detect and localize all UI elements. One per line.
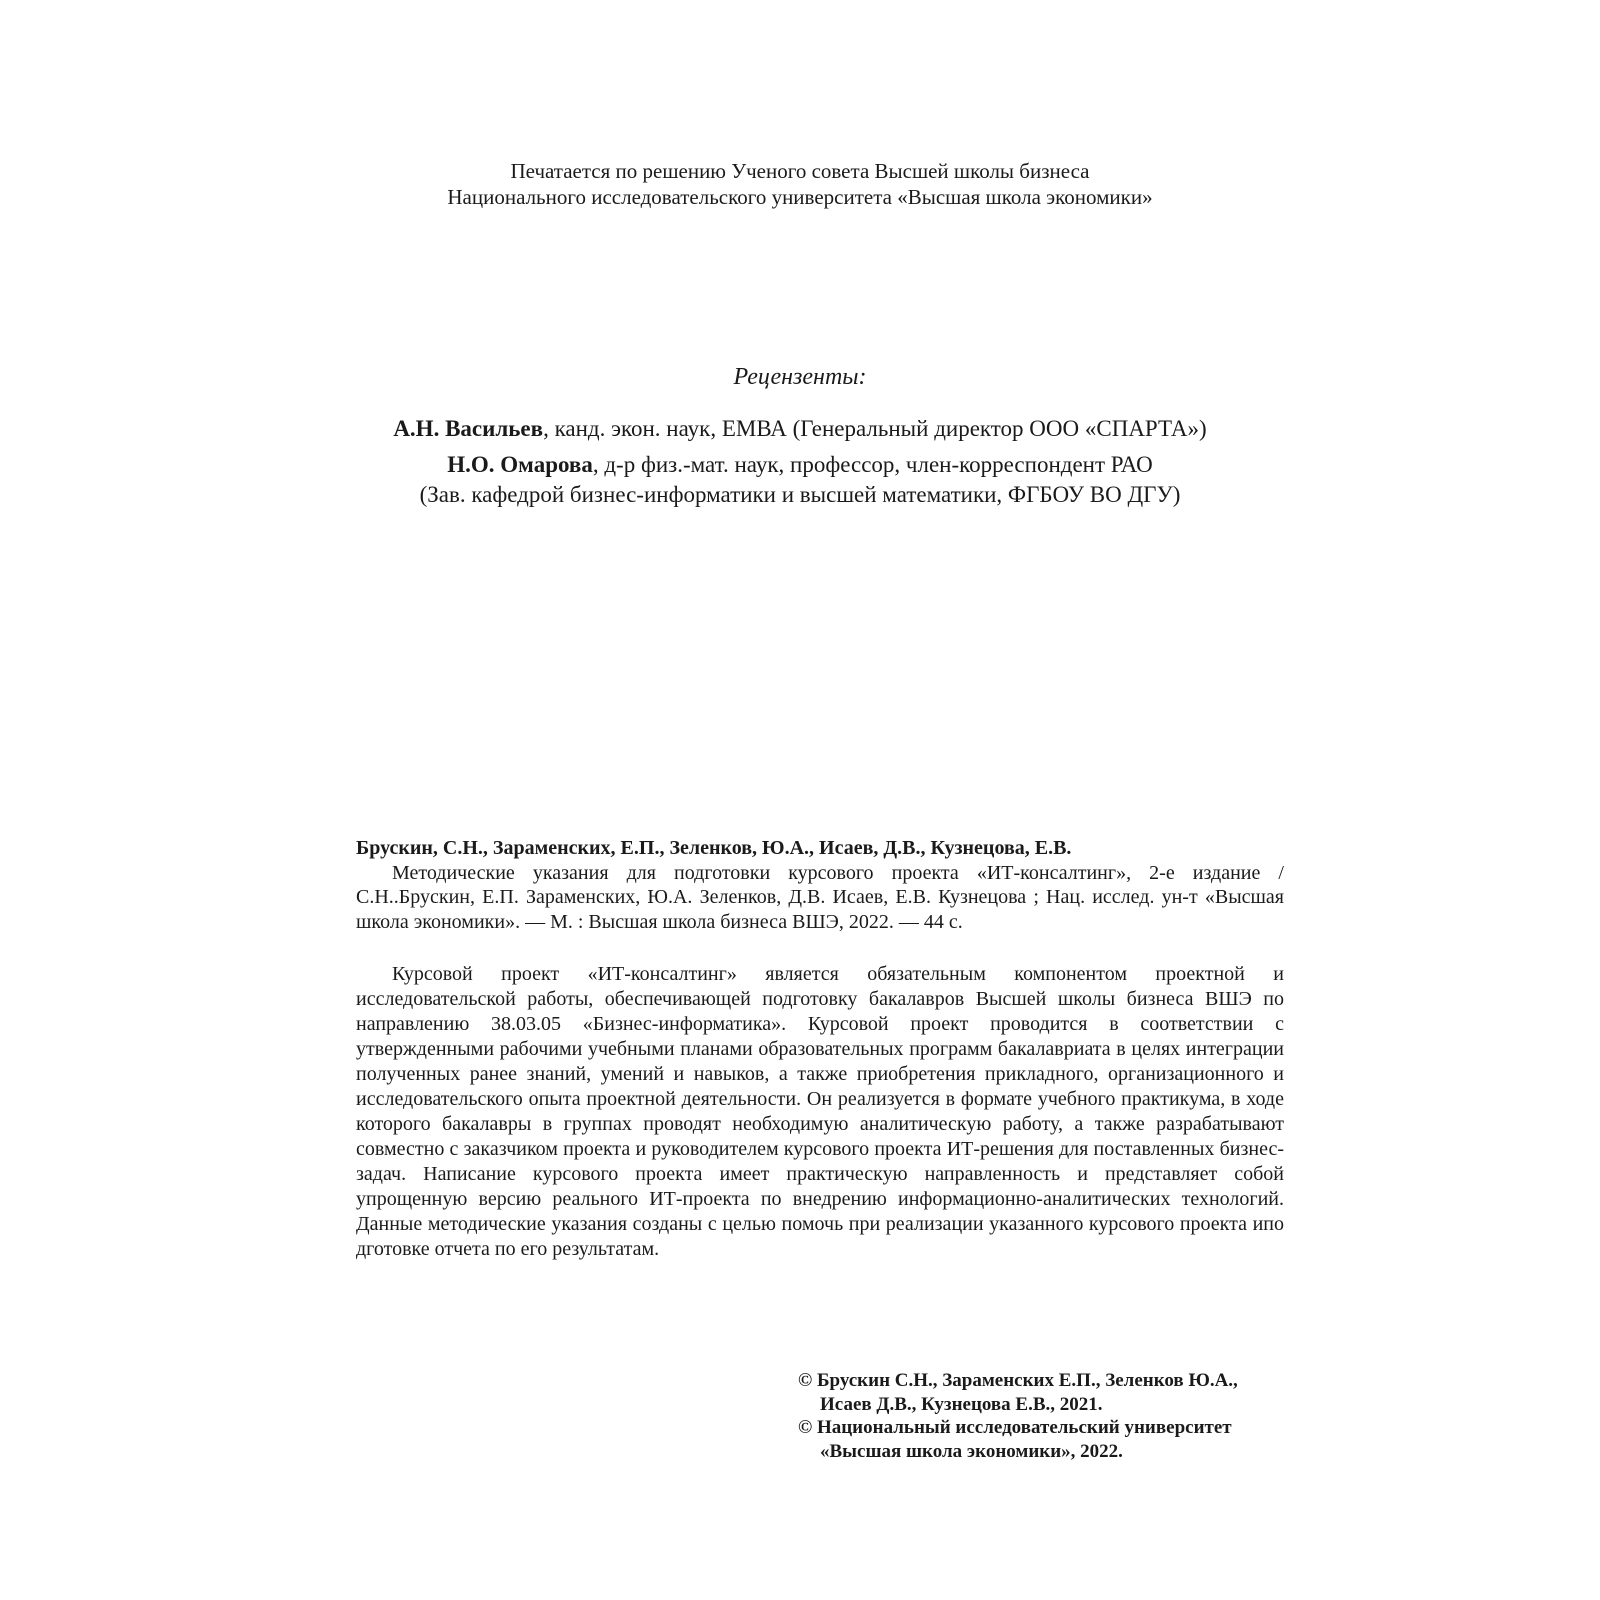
publication-note-line-2: Национального исследовательского университета «Высшая школа экономики»: [447, 185, 1153, 209]
reviewer-details: , канд. экон. наук, ЕМВА (Генеральный директор ООО «СПАРТА»): [543, 416, 1207, 441]
copyright-authors-line-2: Исаев Д.В., Кузнецова Е.В., 2021.: [820, 1393, 1103, 1415]
reviewer-vasiliev: [0, 414, 1600, 444]
abstract-paragraph: Курсовой проект «ИТ-консалтинг» является обязательным компонентом проектной и исследовательской работы, обеспечивающей подготовку бакалавров Высшей школы бизнеса ВШЭ по направлению 38.03.05 «Бизнес-информатика». Курсовой проект проводится в соответствии с утвержденными рабочими учебными планами образовательных программ бакалавриата в целях интеграции полученных ранее знаний, умений и навыков, а также приобретения прикладного, организационного и исследовательского опыта проектной деятельности. Он реализуется в формате учебного практикума, в ходе которого бакалавры в группах проводят необходимую аналитическую работу, а также разрабатывают совместно с заказчиком проекта и руководителем курсового проекта ИТ-решения для поставленных бизнес-задач. Написание курсового проекта имеет практическую направленность и представляет собой упрощенную версию реального ИТ-проекта по внедрению информационно-аналитических технологий. Данные методические указания созданы с целью помочь при реализации указанного курсового проекта ипо дготовке отчета по его результатам.: [356, 963, 1284, 1260]
reviewer-name: А.Н. Васильев: [393, 416, 544, 441]
reviewers-heading: Рецензенты:: [733, 364, 867, 390]
bibliographic-record: [356, 836, 1284, 934]
copyright-university-line-2: «Высшая школа экономики», 2022.: [820, 1440, 1123, 1462]
biblio-description: Методические указания для подготовки курсового проекта «ИТ-консалтинг», 2-е издание / С.Н..Брускин, Е.П. Зараменских, Ю.А. Зеленков, Д.В. Исаев, Е.В. Кузнецова ; Нац. исслед. ун-т «Высшая школа экономики». — М. : Высшая школа бизнеса ВШЭ, 2022. — 44 с.: [356, 861, 1284, 933]
copyright-block: [798, 1369, 1298, 1463]
reviewer-affiliation: (Зав. кафедрой бизнес-информатики и высшей математики, ФГБОУ ВО ДГУ): [419, 482, 1181, 507]
biblio-authors: Брускин, С.Н., Зараменских, Е.П., Зеленков, Ю.А., Исаев, Д.В., Кузнецова, Е.В.: [356, 837, 1072, 859]
reviewer-details: , д-р физ.-мат. наук, профессор, член-корреспондент РАО: [592, 452, 1153, 477]
copyright-authors: [798, 1369, 1298, 1416]
reviewer-name: Н.О. Омарова: [447, 452, 593, 477]
reviewer-omarova: [0, 450, 1600, 510]
copyright-university: [798, 1416, 1298, 1463]
publication-note: [0, 158, 1600, 210]
copyright-university-line-1: © Национальный исследовательский университет: [798, 1417, 1232, 1438]
copyright-authors-line-1: © Брускин С.Н., Зараменских Е.П., Зеленков Ю.А.,: [798, 1370, 1238, 1391]
reviewers-section: [0, 362, 1600, 516]
publication-note-line-1: Печатается по решению Ученого совета Высшей школы бизнеса: [510, 159, 1090, 183]
